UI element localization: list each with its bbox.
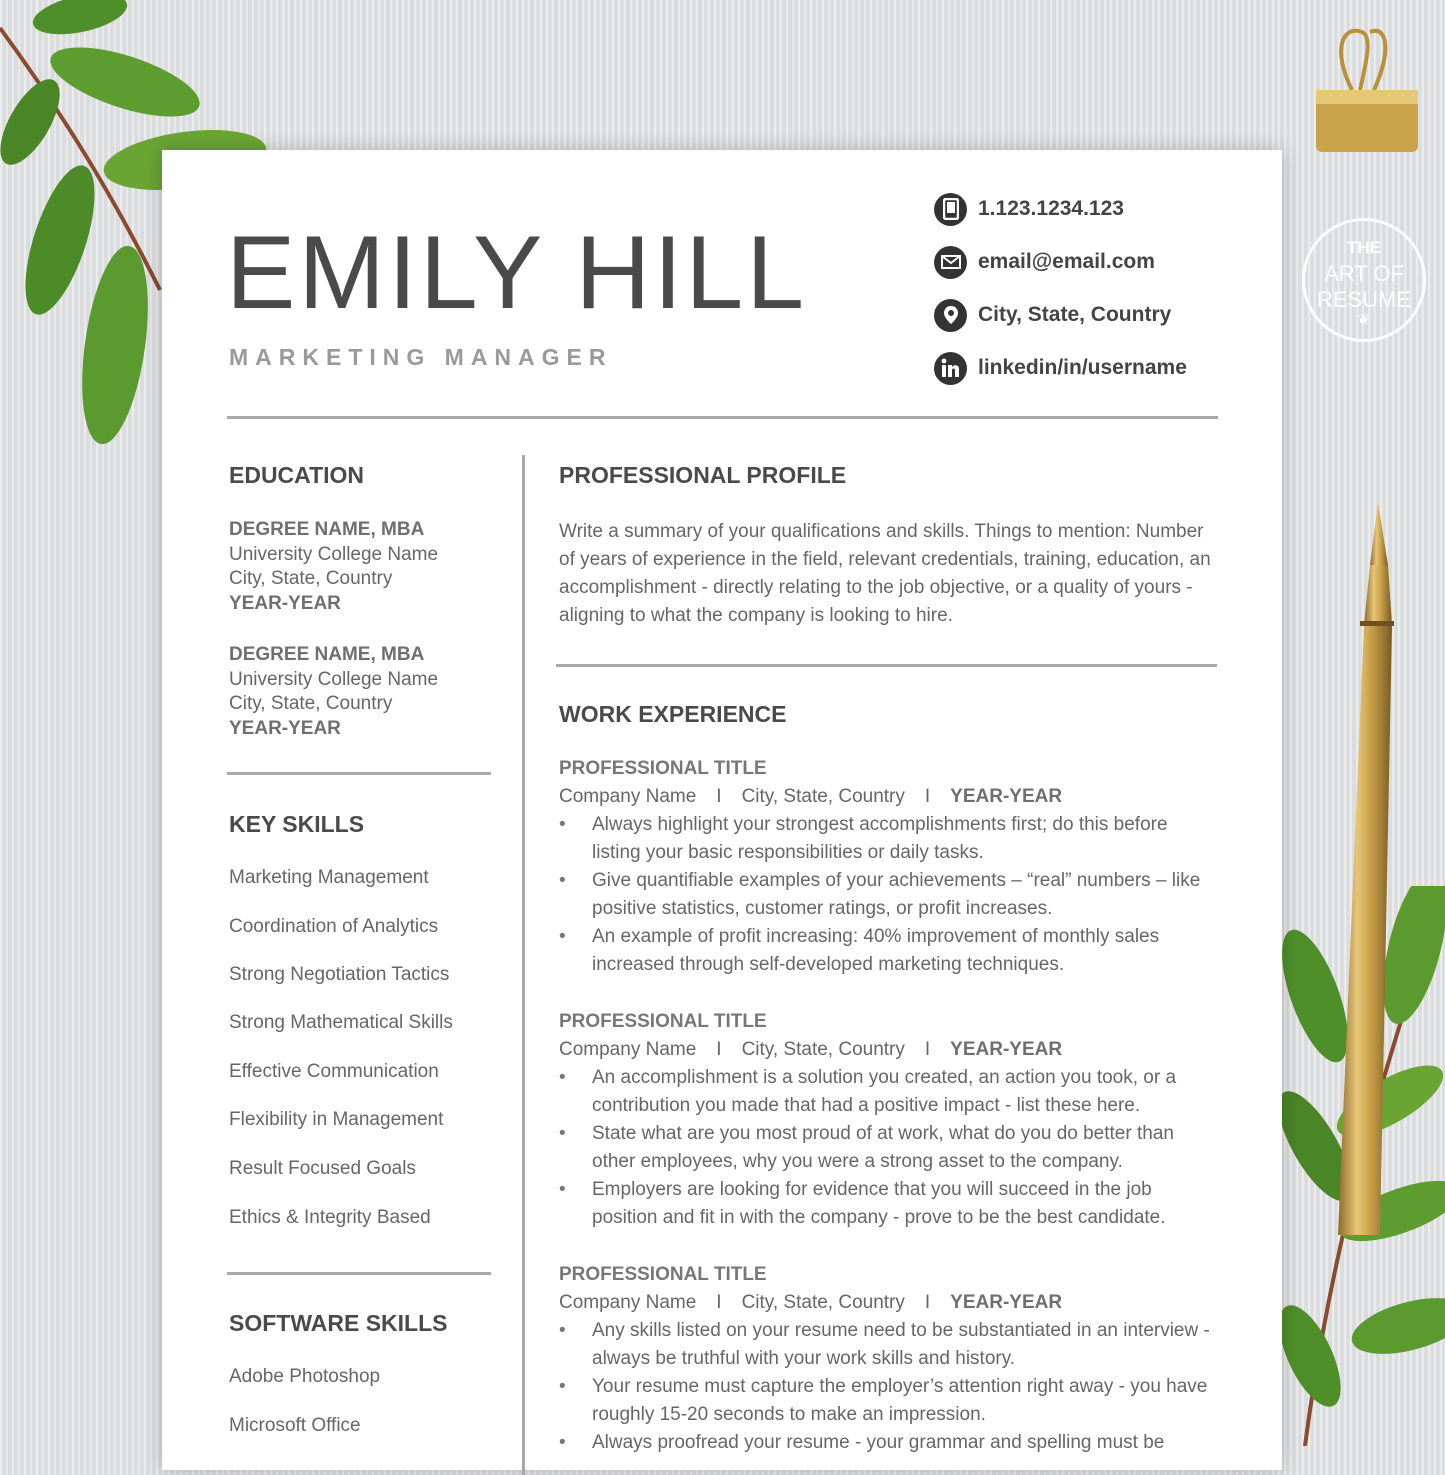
meta-separator: I xyxy=(924,1292,931,1313)
meta-separator: I xyxy=(924,1039,931,1060)
school-name: University College Name xyxy=(229,668,439,690)
job-title-line: PROFESSIONAL TITLE xyxy=(559,1011,767,1032)
gold-pen xyxy=(1330,495,1425,1235)
brand-seal-line1: THE xyxy=(1347,238,1381,257)
envelope-icon xyxy=(934,246,967,279)
brand-seal-line2: ART OF xyxy=(1324,261,1404,286)
skill-item: Coordination of Analytics xyxy=(229,916,439,937)
skill-item: Marketing Management xyxy=(229,867,429,888)
job-location: City, State, Country xyxy=(741,786,905,807)
skill-item: Effective Communication xyxy=(229,1061,439,1082)
profile-heading: PROFESSIONAL PROFILE xyxy=(559,462,847,488)
job-title: MARKETING MANAGER xyxy=(229,344,613,370)
education-entry xyxy=(229,518,438,616)
skill-item: Flexibility in Management xyxy=(229,1109,444,1130)
job-meta xyxy=(559,1036,1219,1064)
job-bullet: • Give quantifiable examples of your achievements – “real” numbers – like positive statistics, customer ratings, or profit increases. xyxy=(559,867,1219,923)
meta-separator: I xyxy=(716,786,722,807)
software-item: Adobe Photoshop xyxy=(229,1366,381,1387)
job-bullet: • Your resume must capture the employer’s attention right away - you have roughly 15-20 seconds to make an impression. xyxy=(559,1373,1219,1429)
contact-location xyxy=(934,297,1171,333)
key-skills-heading: KEY SKILLS xyxy=(229,811,365,837)
binder-clip xyxy=(1312,20,1422,160)
candidate-name: EMILY HILL xyxy=(226,215,808,331)
education-divider xyxy=(227,772,491,775)
brand-seal-line3: RESUME xyxy=(1316,287,1412,312)
job-years: YEAR-YEAR xyxy=(950,1039,1063,1060)
education-years: YEAR-YEAR xyxy=(229,592,341,614)
software-item: Microsoft Office xyxy=(229,1415,361,1436)
job-entry xyxy=(559,1008,1219,1232)
education-years: YEAR-YEAR xyxy=(229,717,341,739)
lotus-icon: ❦ xyxy=(1357,312,1371,329)
company-name: Company Name xyxy=(559,786,697,807)
key-skills-divider xyxy=(227,1272,491,1275)
contact-email xyxy=(934,244,1155,280)
job-location: City, State, Country xyxy=(741,1292,905,1313)
degree-name: DEGREE NAME, MBA xyxy=(229,519,425,540)
skill-item: Strong Mathematical Skills xyxy=(229,1012,453,1033)
meta-separator: I xyxy=(716,1292,722,1313)
phone-icon xyxy=(934,193,967,226)
job-title-line: PROFESSIONAL TITLE xyxy=(559,1264,767,1285)
job-bullets xyxy=(559,1317,1219,1457)
linkedin-text: linkedin/in/username xyxy=(978,356,1187,379)
header-divider xyxy=(227,416,1218,419)
phone-text: 1.123.1234.123 xyxy=(978,197,1124,220)
meta-separator: I xyxy=(716,1039,722,1060)
brand-seal xyxy=(1302,218,1426,342)
job-entry xyxy=(559,755,1219,979)
contact-phone xyxy=(934,191,1124,227)
education-heading: EDUCATION xyxy=(229,462,365,488)
school-name: University College Name xyxy=(229,543,439,565)
meta-separator: I xyxy=(924,786,931,807)
skill-item: Ethics & Integrity Based xyxy=(229,1207,431,1228)
work-heading: WORK EXPERIENCE xyxy=(559,701,787,727)
job-meta xyxy=(559,1289,1219,1317)
job-bullet: • Always highlight your strongest accomplishments first; do this before listing your basic responsibilities or daily tasks. xyxy=(559,811,1219,867)
resume-page xyxy=(162,150,1282,1470)
column-divider xyxy=(522,455,525,1475)
software-skills-heading: SOFTWARE SKILLS xyxy=(229,1310,448,1336)
job-bullet: • Any skills listed on your resume need to be substantiated in an interview - always be truthful with your work skills and history. xyxy=(559,1317,1219,1373)
profile-summary: Write a summary of your qualifications and skills. Things to mention: Number of years of experience in the field, relevant credentials, training, education, an accomplishment - directly relating to the job objective, or a quality of yours - aligning to what the company is looking to hire. xyxy=(559,521,1211,626)
profile-divider xyxy=(556,664,1217,667)
job-entry xyxy=(559,1261,1219,1457)
job-meta xyxy=(559,783,1219,811)
degree-name: DEGREE NAME, MBA xyxy=(229,644,425,665)
job-bullet: • An accomplishment is a solution you created, an action you took, or a contribution you made that had a positive impact - list these here. xyxy=(559,1064,1219,1120)
school-location: City, State, Country xyxy=(229,568,393,589)
company-name: Company Name xyxy=(559,1292,697,1313)
job-years: YEAR-YEAR xyxy=(950,786,1063,807)
job-years: YEAR-YEAR xyxy=(950,1292,1063,1313)
company-name: Company Name xyxy=(559,1039,697,1060)
job-bullets xyxy=(559,1064,1219,1232)
location-text: City, State, Country xyxy=(978,303,1172,326)
job-bullet: • Employers are looking for evidence that you will succeed in the job position and fit in with the company - prove to be the best candidate. xyxy=(559,1176,1219,1232)
education-entry xyxy=(229,643,438,741)
job-bullets xyxy=(559,811,1219,979)
job-bullet: • An example of profit increasing: 40% improvement of monthly sales increased through self-developed marketing techniques. xyxy=(559,923,1219,979)
location-pin-icon xyxy=(934,299,967,332)
school-location: City, State, Country xyxy=(229,693,393,714)
job-title-line: PROFESSIONAL TITLE xyxy=(559,758,767,779)
job-bullet: • State what are you most proud of at work, what do you do better than other employees, why you were a strong asset to the company. xyxy=(559,1120,1219,1176)
job-bullet: • Always proofread your resume - your grammar and spelling must be xyxy=(559,1429,1219,1457)
email-text: email@email.com xyxy=(978,250,1155,273)
contact-linkedin xyxy=(934,350,1187,386)
skill-item: Strong Negotiation Tactics xyxy=(229,964,450,985)
job-location: City, State, Country xyxy=(741,1039,905,1060)
skill-item: Result Focused Goals xyxy=(229,1158,416,1179)
linkedin-icon xyxy=(934,352,967,385)
